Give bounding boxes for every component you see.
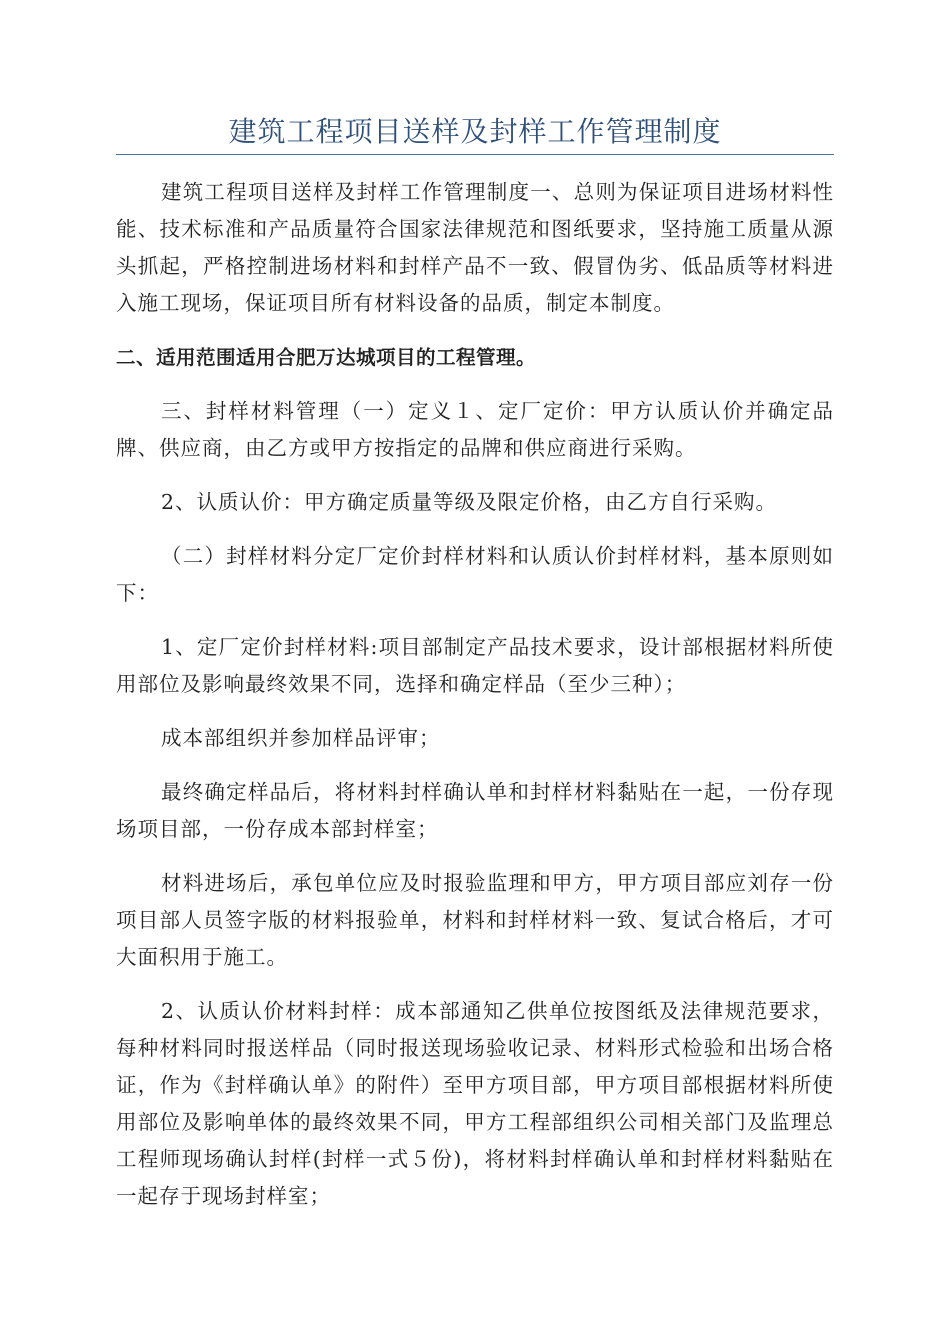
paragraph-quality-price: 2、认质认价：甲方确定质量等级及限定价格，由乙方自行采购。 bbox=[161, 490, 778, 514]
paragraph-fixed-factory: 1、定厂定价封样材料:项目部制定产品技术要求，设计部根据材料所使用部位及影响最终效果不同，选择和确定样品（至少三种）； bbox=[116, 635, 834, 696]
paragraph-final-sample: 最终确定样品后，将材料封样确认单和封样材料黏贴在一起，一份存现场项目部，一份存成本部封样室； bbox=[116, 780, 834, 841]
paragraph-sample-management: 三、封样材料管理（一）定义１、定厂定价：甲方认质认价并确定品牌、供应商，由乙方或甲方按指定的品牌和供应商进行采购。 bbox=[116, 399, 834, 460]
document-body bbox=[116, 174, 834, 1232]
paragraph-quality-price-sealing: 2、认质认价材料封样：成本部通知乙供单位按图纸及法律规范要求，每种材料同时报送样品（同时报送现场验收记录、材料形式检验和出场合格证，作为《封样确认单》的附件）至甲方项目部，甲方项目部根据材料所使用部位及影响单体的最终效果不同，甲方工程部组织公司相关部门及监理总工程师现场确认封样(封样一式５份)，将材料封样确认单和封样材料黏贴在一起存于现场封样室； bbox=[116, 999, 834, 1208]
paragraph-principles: （二）封样材料分定厂定价封样材料和认质认价封样材料，基本原则如下： bbox=[116, 544, 834, 605]
title-underline bbox=[116, 154, 834, 155]
paragraph-material-entry: 材料进场后，承包单位应及时报验监理和甲方，甲方项目部应刘存一份项目部人员签字版的材料报验单，材料和封样材料一致、复试合格后，才可大面积用于施工。 bbox=[116, 871, 834, 969]
document-title: 建筑工程项目送样及封样工作管理制度 bbox=[228, 115, 722, 148]
paragraph-scope-heading: 二、适用范围适用合肥万达城项目的工程管理。 bbox=[116, 346, 537, 369]
paragraph-cost-review: 成本部组织并参加样品评审； bbox=[161, 726, 441, 750]
paragraph-general: 建筑工程项目送样及封样工作管理制度一、总则为保证项目进场材料性能、技术标准和产品质量符合国家法律规范和图纸要求，坚持施工质量从源头抓起，严格控制进场材料和封样产品不一致、假冒伪劣、低品质等材料进入施工现场，保证项目所有材料设备的品质，制定本制度。 bbox=[116, 180, 834, 315]
